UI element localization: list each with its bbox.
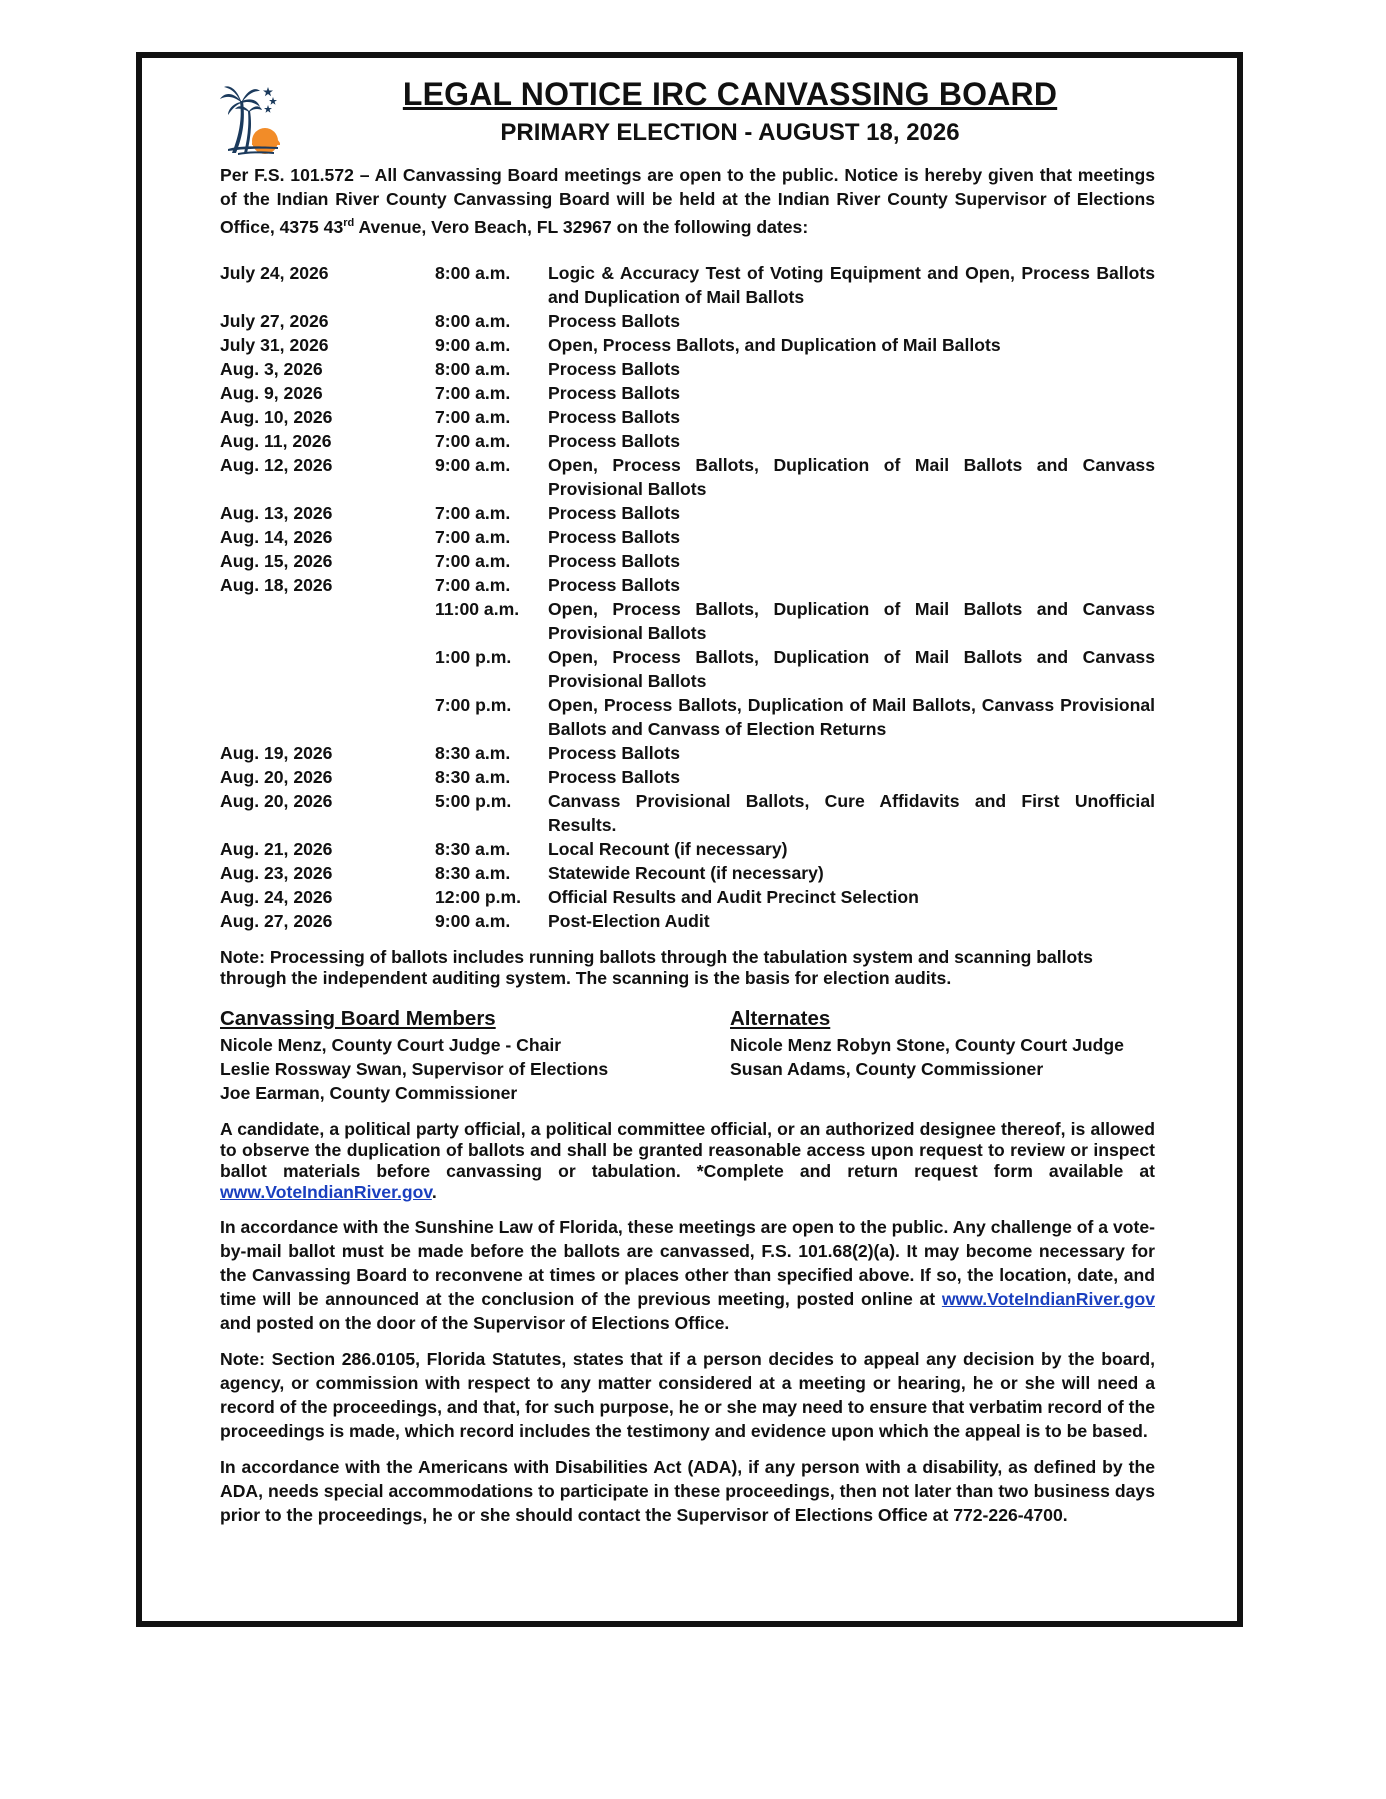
schedule-description: Canvass Provisional Ballots, Cure Affidavits and First Unofficial Results. bbox=[548, 790, 1155, 835]
schedule-description: Logic & Accuracy Test of Voting Equipment and Open, Process Ballots and Duplication of Mail Ballots bbox=[548, 262, 1155, 307]
schedule-time: 8:30 a.m. bbox=[435, 742, 511, 763]
schedule-description: Open, Process Ballots, Duplication of Mail Ballots and Canvass Provisional Ballots bbox=[548, 454, 1155, 499]
palm-tree-sunset-logo bbox=[218, 83, 280, 157]
schedule-description: Process Ballots bbox=[548, 526, 681, 547]
schedule-row bbox=[220, 573, 1155, 597]
schedule-date: Aug. 19, 2026 bbox=[220, 742, 333, 763]
schedule-row bbox=[220, 333, 1155, 357]
schedule-row bbox=[220, 645, 1155, 693]
schedule-date: Aug. 13, 2026 bbox=[220, 502, 333, 523]
schedule-date bbox=[220, 693, 435, 741]
schedule-date: Aug. 24, 2026 bbox=[220, 886, 333, 907]
schedule-description: Open, Process Ballots, and Duplication of Mail Ballots bbox=[548, 334, 1001, 355]
schedule-row bbox=[220, 597, 1155, 645]
schedule-date: Aug. 23, 2026 bbox=[220, 862, 333, 883]
schedule-time: 9:00 a.m. bbox=[435, 334, 511, 355]
appeal-note-paragraph: Note: Section 286.0105, Florida Statutes, states that if a person decides to appeal any decision by the board, agency, or commission with respect to any matter considered at a meeting or hearing, he or she will need a record of the proceedings, and that, for such purpose, he or she may need to ensure that verbatim record of the proceedings is made, which record includes the testimony and evidence upon which the appeal is to be based. bbox=[220, 1348, 1155, 1441]
notice-body bbox=[220, 163, 1155, 1527]
schedule-date: Aug. 10, 2026 bbox=[220, 406, 333, 427]
schedule-time: 7:00 p.m. bbox=[435, 694, 512, 715]
schedule-description: Process Ballots bbox=[548, 358, 681, 379]
schedule-description: Process Ballots bbox=[548, 406, 681, 427]
schedule-date: July 27, 2026 bbox=[220, 310, 329, 331]
board-members-heading: Canvassing Board Members bbox=[220, 1006, 496, 1030]
schedule-description: Open, Process Ballots, Duplication of Mail Ballots, Canvass Provisional Ballots and Canvass of Election Returns bbox=[548, 694, 1155, 739]
schedule-date bbox=[220, 597, 435, 645]
schedule-description: Process Ballots bbox=[548, 382, 681, 403]
schedule-description: Open, Process Ballots, Duplication of Mail Ballots and Canvass Provisional Ballots bbox=[548, 646, 1155, 691]
schedule-description: Open, Process Ballots, Duplication of Mail Ballots and Canvass Provisional Ballots bbox=[548, 598, 1155, 643]
schedule-time: 12:00 p.m. bbox=[435, 886, 522, 907]
intro-paragraph: Per F.S. 101.572 – All Canvassing Board meetings are open to the public. Notice is hereby given that meetings of the Indian River County Canvassing Board will be held at the Indian River County Supervisor of Elections Office, 4375 43rd Avenue, Vero Beach, FL 32967 on the following dates: bbox=[220, 165, 1155, 237]
schedule-time: 7:00 a.m. bbox=[435, 502, 511, 523]
schedule-row bbox=[220, 525, 1155, 549]
schedule-time: 7:00 a.m. bbox=[435, 574, 511, 595]
schedule-time: 9:00 a.m. bbox=[435, 454, 511, 475]
schedule-time: 8:00 a.m. bbox=[435, 358, 511, 379]
vote-indian-river-link[interactable]: www.VoteIndianRiver.gov bbox=[220, 1181, 432, 1202]
schedule-date: Aug. 14, 2026 bbox=[220, 526, 333, 547]
alternates-column bbox=[730, 1005, 1124, 1105]
schedule-date bbox=[220, 645, 435, 693]
meeting-schedule bbox=[220, 261, 1155, 933]
schedule-date: Aug. 20, 2026 bbox=[220, 766, 333, 787]
schedule-time: 1:00 p.m. bbox=[435, 646, 512, 667]
schedule-time: 7:00 a.m. bbox=[435, 526, 511, 547]
schedule-row bbox=[220, 453, 1155, 501]
schedule-description: Post-Election Audit bbox=[548, 910, 710, 931]
schedule-row bbox=[220, 909, 1155, 933]
schedule-date: Aug. 21, 2026 bbox=[220, 838, 333, 859]
schedule-time: 5:00 p.m. bbox=[435, 790, 512, 811]
schedule-row bbox=[220, 861, 1155, 885]
schedule-date: Aug. 20, 2026 bbox=[220, 790, 333, 811]
schedule-time: 8:00 a.m. bbox=[435, 310, 511, 331]
schedule-time: 7:00 a.m. bbox=[435, 382, 511, 403]
schedule-date: July 31, 2026 bbox=[220, 334, 329, 355]
schedule-date: Aug. 15, 2026 bbox=[220, 550, 333, 571]
schedule-time: 8:30 a.m. bbox=[435, 862, 511, 883]
schedule-row bbox=[220, 309, 1155, 333]
schedule-row bbox=[220, 357, 1155, 381]
schedule-description: Local Recount (if necessary) bbox=[548, 838, 788, 859]
schedule-date: Aug. 27, 2026 bbox=[220, 910, 333, 931]
schedule-date: Aug. 9, 2026 bbox=[220, 382, 323, 403]
schedule-date: Aug. 3, 2026 bbox=[220, 358, 323, 379]
schedule-row bbox=[220, 837, 1155, 861]
schedule-row bbox=[220, 693, 1155, 741]
schedule-row bbox=[220, 789, 1155, 837]
schedule-description: Process Ballots bbox=[548, 742, 681, 763]
schedule-time: 8:00 a.m. bbox=[435, 262, 511, 283]
board-member: Joe Earman, County Commissioner bbox=[220, 1082, 518, 1103]
schedule-row bbox=[220, 765, 1155, 789]
schedule-date: Aug. 12, 2026 bbox=[220, 454, 333, 475]
ada-paragraph: In accordance with the Americans with Disabilities Act (ADA), if any person with a disability, as defined by the ADA, needs special accommodations to participate in these proceedings, then not later than two business days prior to the proceedings, he or she should contact the Supervisor of Elections Office at 772-226-4700. bbox=[220, 1456, 1155, 1525]
page-subtitle: PRIMARY ELECTION - AUGUST 18, 2026 bbox=[500, 119, 960, 146]
schedule-row bbox=[220, 501, 1155, 525]
schedule-row bbox=[220, 405, 1155, 429]
schedule-row bbox=[220, 429, 1155, 453]
board-member: Nicole Menz, County Court Judge - Chair bbox=[220, 1034, 562, 1055]
schedule-description: Process Ballots bbox=[548, 310, 681, 331]
members-section bbox=[220, 1005, 1155, 1105]
schedule-row bbox=[220, 885, 1155, 909]
schedule-description: Process Ballots bbox=[548, 430, 681, 451]
alternates-heading: Alternates bbox=[730, 1006, 831, 1030]
observer-paragraph: A candidate, a political party official, a political committee official, or an authorized designee thereof, is allowed to observe the duplication of ballots and shall be granted reasonable access upon request to review or inspect ballot materials before canvassing or tabulation. *Complete and return request form available at www.VoteIndianRiver.gov. bbox=[220, 1118, 1155, 1202]
schedule-row bbox=[220, 261, 1155, 309]
board-members-column bbox=[220, 1005, 730, 1105]
schedule-description: Process Ballots bbox=[548, 550, 681, 571]
processing-note: Note: Processing of ballots includes running ballots through the tabulation system and scanning ballots through the independent auditing system. The scanning is the basis for election audits. bbox=[220, 946, 1093, 988]
schedule-date: Aug. 18, 2026 bbox=[220, 574, 333, 595]
schedule-description: Official Results and Audit Precinct Selection bbox=[548, 886, 919, 907]
schedule-time: 11:00 a.m. bbox=[435, 598, 520, 619]
schedule-time: 7:00 a.m. bbox=[435, 430, 511, 451]
board-member: Leslie Rossway Swan, Supervisor of Elections bbox=[220, 1058, 609, 1079]
schedule-time: 8:30 a.m. bbox=[435, 766, 511, 787]
schedule-time: 9:00 a.m. bbox=[435, 910, 511, 931]
page-title: LEGAL NOTICE IRC CANVASSING BOARD bbox=[402, 76, 1058, 112]
schedule-time: 8:30 a.m. bbox=[435, 838, 511, 859]
schedule-row bbox=[220, 741, 1155, 765]
schedule-row bbox=[220, 381, 1155, 405]
schedule-time: 7:00 a.m. bbox=[435, 550, 511, 571]
sunshine-paragraph: In accordance with the Sunshine Law of Florida, these meetings are open to the public. Any challenge of a vote-by-mail ballot must be made before the ballots are canvassed, F.S. 101.68(2)(a). It may become necessary for the Canvassing Board to reconvene at times or places other than specified above. If so, the location, date, and time will be announced at the conclusion of the previous meeting, posted online at www.VoteIndianRiver.gov and posted on the door of the Supervisor of Elections Office. bbox=[220, 1216, 1155, 1333]
schedule-row bbox=[220, 549, 1155, 573]
schedule-description: Process Ballots bbox=[548, 766, 681, 787]
schedule-date: July 24, 2026 bbox=[220, 262, 329, 283]
alternate-member: Nicole Menz Robyn Stone, County Court Judge bbox=[730, 1034, 1124, 1055]
schedule-time: 7:00 a.m. bbox=[435, 406, 511, 427]
schedule-description: Process Ballots bbox=[548, 574, 681, 595]
schedule-description: Statewide Recount (if necessary) bbox=[548, 862, 824, 883]
schedule-description: Process Ballots bbox=[548, 502, 681, 523]
vote-indian-river-link[interactable]: www.VoteIndianRiver.gov bbox=[941, 1288, 1155, 1309]
alternate-member: Susan Adams, County Commissioner bbox=[730, 1058, 1044, 1079]
schedule-date: Aug. 11, 2026 bbox=[220, 430, 332, 451]
